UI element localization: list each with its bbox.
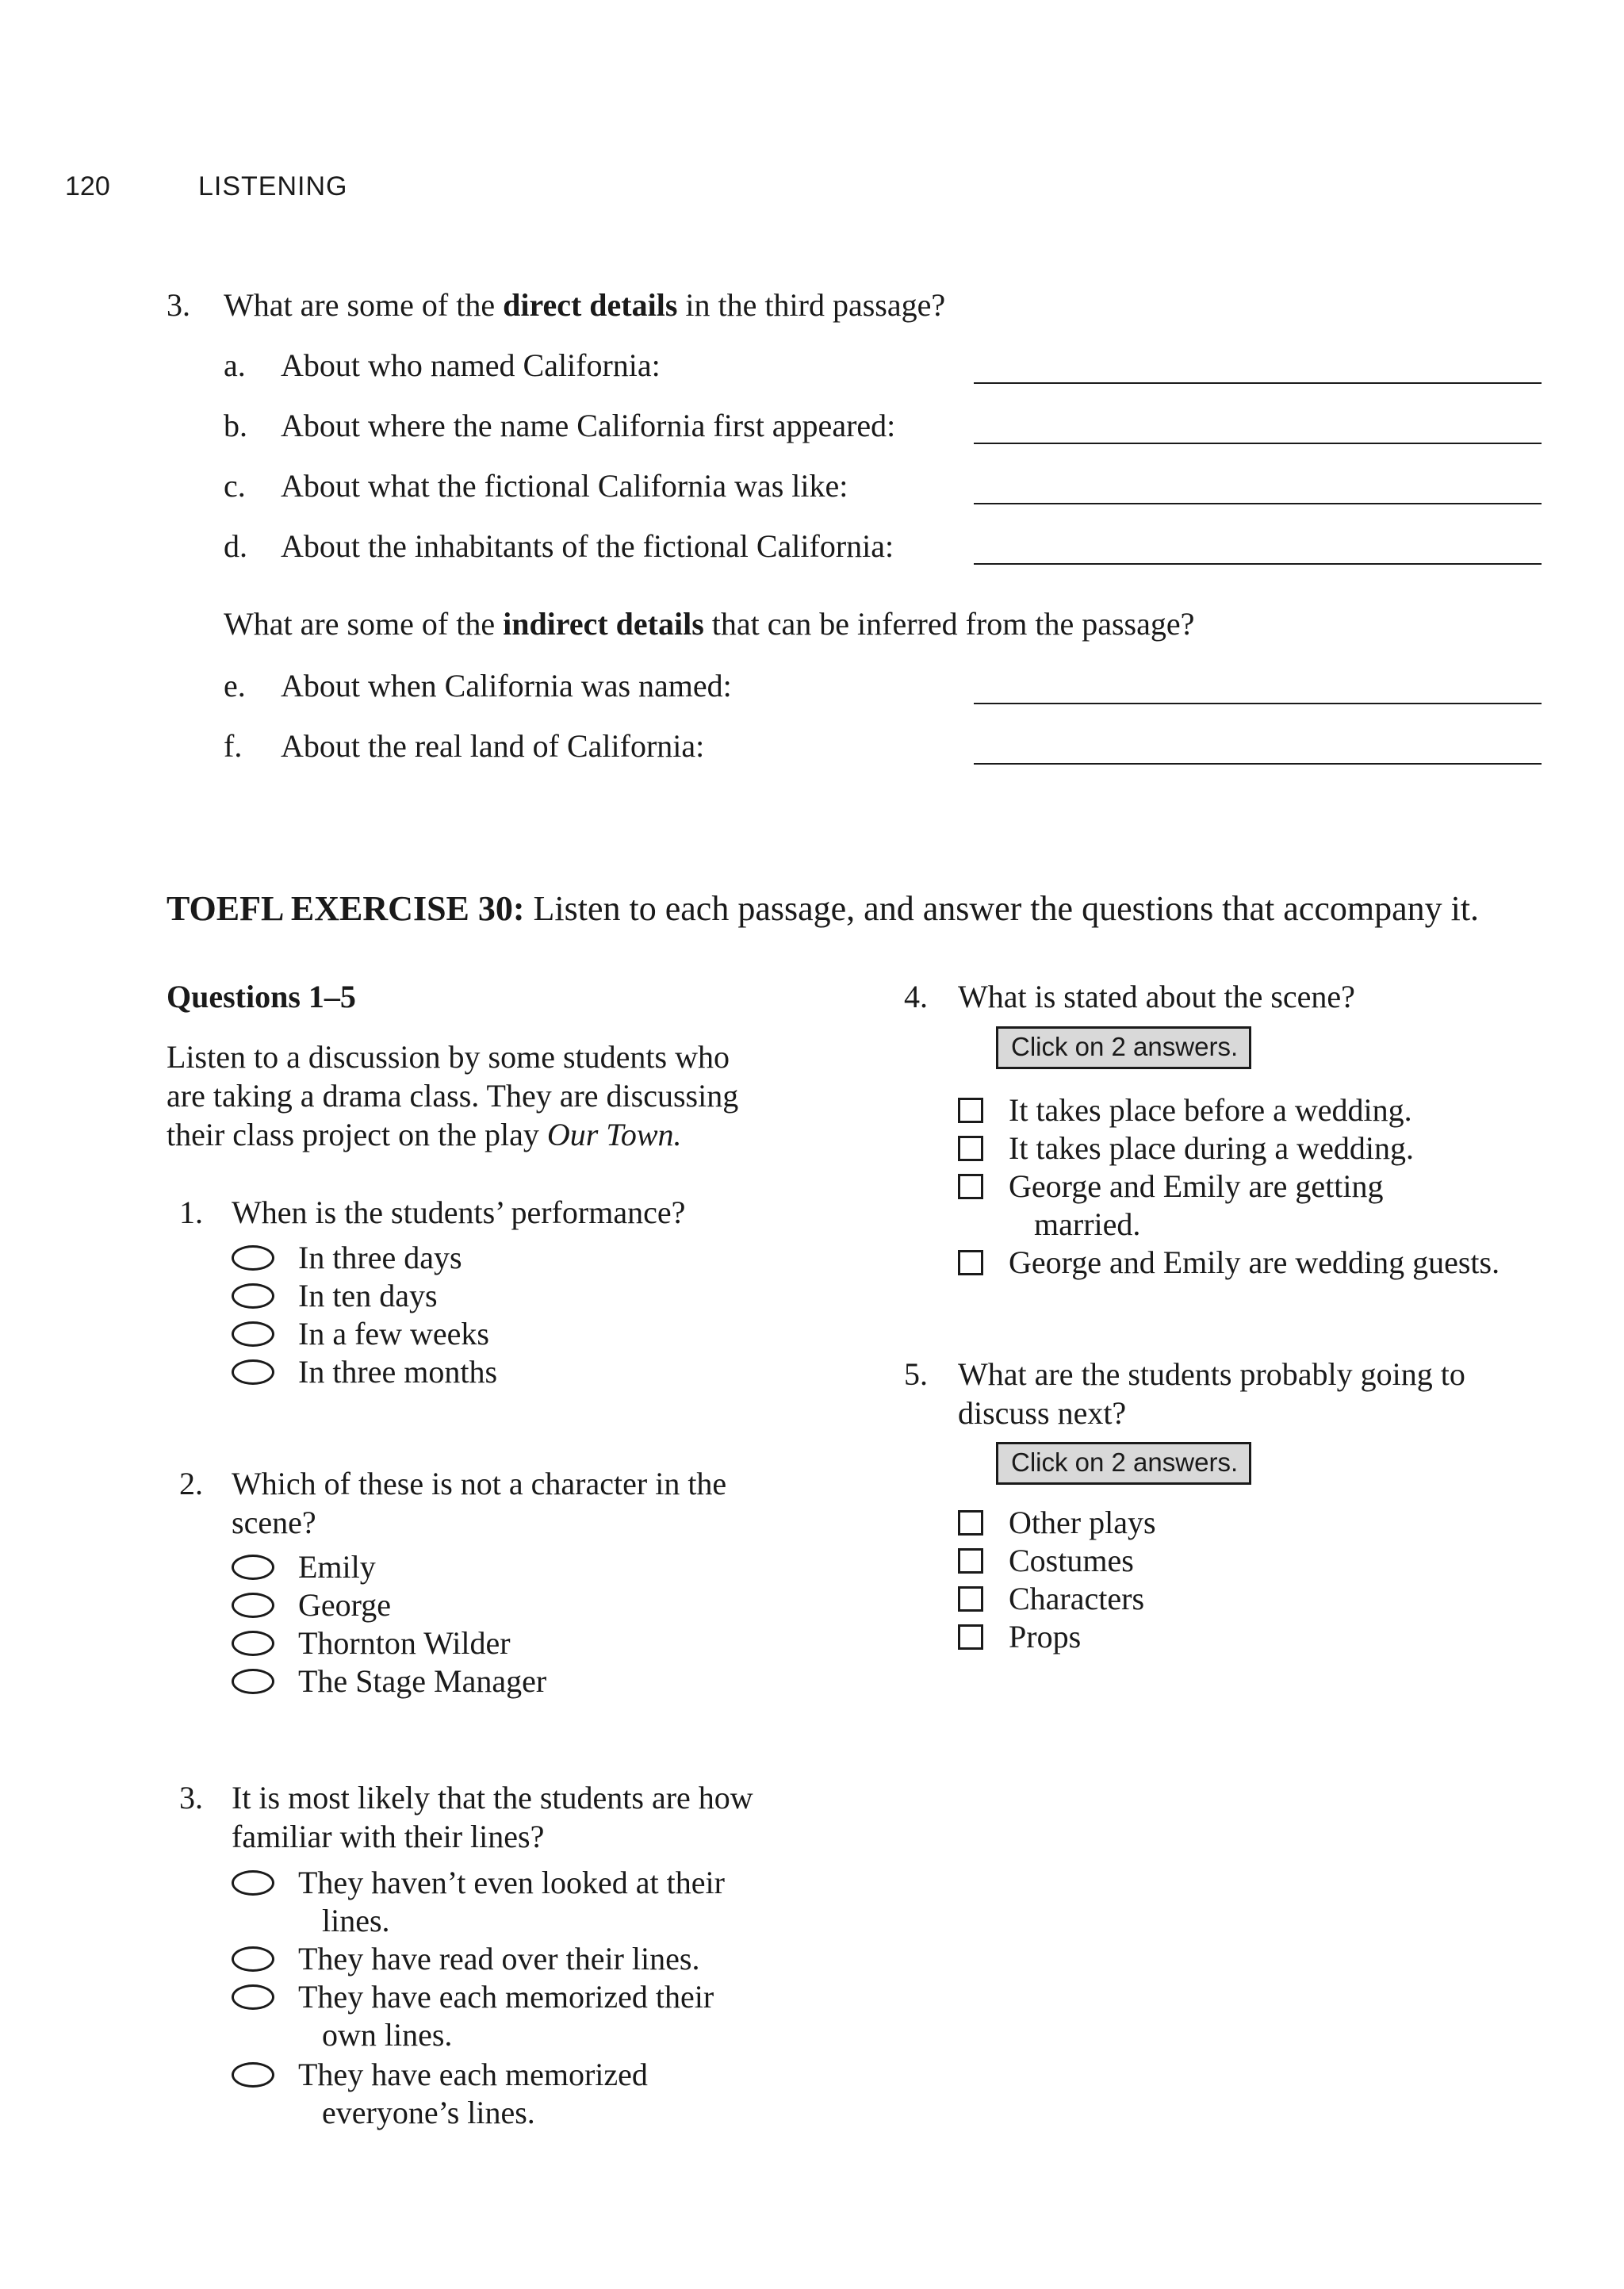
item-letter: a. xyxy=(224,347,246,383)
checkbox-icon[interactable] xyxy=(958,1174,983,1199)
checkbox-icon[interactable] xyxy=(958,1250,983,1275)
exercise-label: TOEFL EXERCISE 30: xyxy=(167,889,525,928)
option-line: They haven’t even looked at their xyxy=(298,1865,725,1900)
q4-click-instruction: Click on 2 answers. xyxy=(996,1026,1251,1069)
intro-line: are taking a drama class. They are discussing xyxy=(167,1078,739,1114)
option-label: The Stage Manager xyxy=(298,1663,547,1699)
q5-line: What are the students probably going to xyxy=(958,1356,1465,1392)
page-number: 120 xyxy=(65,171,110,201)
q2-option-3[interactable] xyxy=(232,1624,511,1662)
item-letter: f. xyxy=(224,728,243,764)
option-label: Costumes xyxy=(1009,1543,1134,1578)
option-label: They have read over their lines. xyxy=(298,1941,700,1977)
intro-text-plain: their class project on the play xyxy=(167,1117,547,1152)
intro-line xyxy=(167,1115,738,1154)
q2-option-2[interactable] xyxy=(232,1586,391,1624)
option-line: They have each memorized xyxy=(298,2057,648,2092)
option-label: It takes place during a wedding. xyxy=(1009,1130,1414,1166)
option-label: In three months xyxy=(298,1354,498,1390)
option-label: George xyxy=(298,1587,391,1623)
exercise-title xyxy=(167,888,1479,929)
q5-line: discuss next? xyxy=(958,1395,1127,1431)
option-label: It takes place before a wedding. xyxy=(1009,1092,1412,1128)
q5-click-instruction: Click on 2 answers. xyxy=(996,1442,1251,1485)
checkbox-icon[interactable] xyxy=(958,1624,983,1650)
q3-option-2[interactable] xyxy=(232,1940,699,1978)
option-label xyxy=(298,1978,714,2054)
section-title: LISTENING xyxy=(198,171,348,201)
play-title: Our Town. xyxy=(546,1117,682,1152)
option-line: They have each memorized their xyxy=(298,1979,714,2015)
q3-option-1[interactable] xyxy=(232,1864,725,1940)
q2-line: Which of these is not a character in the xyxy=(232,1466,727,1501)
item-letter: b. xyxy=(224,408,247,443)
q4-number: 4. xyxy=(904,979,928,1014)
radio-oval-icon[interactable] xyxy=(232,2062,274,2088)
option-label xyxy=(298,1864,725,1940)
prompt-text: What are some of the xyxy=(224,606,504,642)
item-text: About when California was named: xyxy=(281,668,732,704)
q3-option-4[interactable] xyxy=(232,2056,648,2132)
prompt-text: that can be inferred from the passage? xyxy=(703,606,1195,642)
option-label xyxy=(298,2056,648,2132)
q3-line: It is most likely that the students are how xyxy=(232,1780,753,1815)
q5-text xyxy=(958,1355,1465,1432)
radio-oval-icon[interactable] xyxy=(232,1870,274,1896)
radio-oval-icon[interactable] xyxy=(232,1593,274,1618)
q2-option-1[interactable] xyxy=(232,1548,376,1586)
q3-text xyxy=(232,1778,753,1856)
answer-blank-c[interactable] xyxy=(974,503,1542,504)
prompt-bold: indirect details xyxy=(503,606,704,642)
item-text: About the real land of California: xyxy=(281,728,705,764)
intro-line: Listen to a discussion by some students who xyxy=(167,1039,730,1075)
answer-blank-f[interactable] xyxy=(974,763,1542,765)
option-label: Thornton Wilder xyxy=(298,1625,511,1661)
item-letter: c. xyxy=(224,468,246,504)
q5-option-1[interactable] xyxy=(958,1504,1156,1542)
radio-oval-icon[interactable] xyxy=(232,1631,274,1656)
option-line: everyone’s lines. xyxy=(322,2095,535,2130)
option-label: Emily xyxy=(298,1549,376,1585)
option-line: married. xyxy=(1034,1206,1141,1242)
checkbox-icon[interactable] xyxy=(958,1136,983,1161)
item-text: About who named California: xyxy=(281,347,661,383)
q2-line: scene? xyxy=(232,1505,316,1540)
option-label: George and Emily are wedding guests. xyxy=(1009,1244,1500,1280)
item-text: About the inhabitants of the fictional California: xyxy=(281,528,894,564)
q2-text xyxy=(232,1464,726,1542)
radio-oval-icon[interactable] xyxy=(232,1321,274,1347)
q1-text: When is the students’ performance? xyxy=(232,1194,686,1230)
radio-oval-icon[interactable] xyxy=(232,1669,274,1694)
prompt-bold: direct details xyxy=(503,287,678,323)
option-label: Other plays xyxy=(1009,1505,1156,1540)
q4-option-2[interactable] xyxy=(958,1129,1414,1168)
q4-text: What is stated about the scene? xyxy=(958,979,1355,1014)
answer-blank-b[interactable] xyxy=(974,443,1542,444)
option-label: In ten days xyxy=(298,1278,438,1313)
q5-number: 5. xyxy=(904,1356,928,1392)
answer-blank-e[interactable] xyxy=(974,703,1542,704)
q2-option-4[interactable] xyxy=(232,1662,546,1700)
radio-oval-icon[interactable] xyxy=(232,1283,274,1309)
q2-number: 2. xyxy=(179,1466,203,1501)
q3-line: familiar with their lines? xyxy=(232,1819,545,1854)
q1-option-2[interactable] xyxy=(232,1277,438,1315)
indirect-prompt xyxy=(224,606,1194,642)
option-label: Characters xyxy=(1009,1581,1145,1616)
review-q3-number: 3. xyxy=(167,287,190,323)
item-letter: e. xyxy=(224,668,246,704)
q5-option-2[interactable] xyxy=(958,1542,1134,1580)
item-text: About what the fictional California was like: xyxy=(281,468,848,504)
review-q3-prompt xyxy=(224,287,945,324)
radio-oval-icon[interactable] xyxy=(232,1245,274,1271)
option-label xyxy=(1009,1168,1383,1244)
option-line: George and Emily are getting xyxy=(1009,1168,1384,1204)
radio-oval-icon[interactable] xyxy=(232,1946,274,1972)
q3-option-3[interactable] xyxy=(232,1978,714,2054)
checkbox-icon[interactable] xyxy=(958,1098,983,1123)
prompt-text: What are some of the xyxy=(224,287,504,323)
q5-option-4[interactable] xyxy=(958,1618,1081,1656)
checkbox-icon[interactable] xyxy=(958,1510,983,1536)
checkbox-icon[interactable] xyxy=(958,1548,983,1574)
prompt-text: in the third passage? xyxy=(677,287,946,323)
item-text: About where the name California first appeared: xyxy=(281,408,896,443)
q5-option-3[interactable] xyxy=(958,1580,1144,1618)
radio-oval-icon[interactable] xyxy=(232,1359,274,1385)
option-line: lines. xyxy=(322,1903,390,1938)
item-letter: d. xyxy=(224,528,247,564)
checkbox-icon[interactable] xyxy=(958,1586,983,1612)
q1-option-4[interactable] xyxy=(232,1353,497,1391)
q1-number: 1. xyxy=(179,1194,203,1230)
radio-oval-icon[interactable] xyxy=(232,1984,274,2010)
questions-heading: Questions 1–5 xyxy=(167,979,356,1014)
radio-oval-icon[interactable] xyxy=(232,1555,274,1580)
q4-option-3[interactable] xyxy=(958,1168,1383,1244)
q4-option-1[interactable] xyxy=(958,1091,1412,1129)
option-label: In a few weeks xyxy=(298,1316,489,1352)
answer-blank-d[interactable] xyxy=(974,563,1542,565)
q1-option-3[interactable] xyxy=(232,1315,489,1353)
q3-number: 3. xyxy=(179,1780,203,1815)
exercise-instructions: Listen to each passage, and answer the questions that accompany it. xyxy=(524,889,1480,928)
answer-blank-a[interactable] xyxy=(974,382,1542,384)
option-line: own lines. xyxy=(322,2017,453,2053)
option-label: Props xyxy=(1009,1619,1082,1654)
q1-option-1[interactable] xyxy=(232,1239,462,1277)
q4-option-4[interactable] xyxy=(958,1244,1500,1282)
intro-text xyxy=(167,1037,738,1154)
option-label: In three days xyxy=(298,1240,462,1275)
